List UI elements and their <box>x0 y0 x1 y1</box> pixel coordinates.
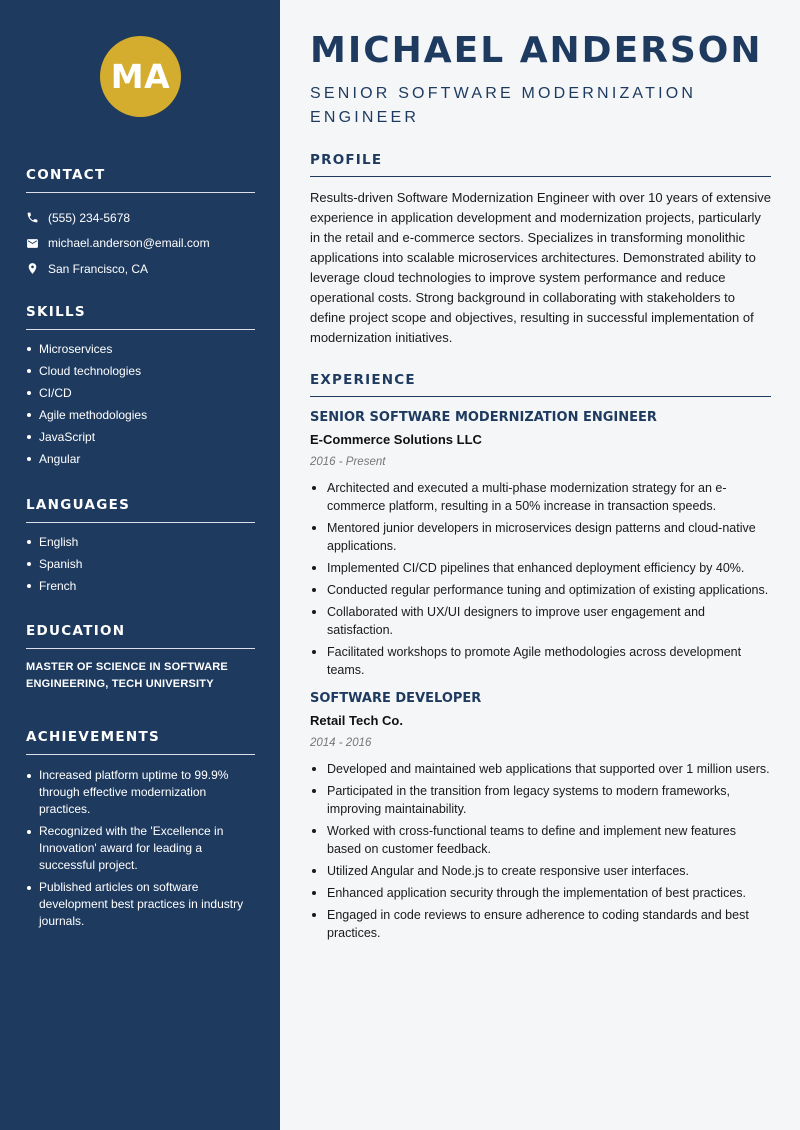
job-bullet: Utilized Angular and Node.js to create responsive user interfaces. <box>310 862 771 880</box>
phone-text: (555) 234-5678 <box>48 210 131 225</box>
avatar <box>100 36 181 117</box>
contact-heading: CONTACT <box>26 167 255 193</box>
languages-section <box>26 497 255 601</box>
sidebar <box>0 0 280 1130</box>
candidate-name: MICHAEL ANDERSON <box>310 30 763 71</box>
phone-icon <box>26 211 39 224</box>
job-bullet: Collaborated with UX/UI designers to improve user engagement and satisfaction. <box>310 603 771 639</box>
job-bullets <box>310 760 771 942</box>
email-text: michael.anderson@email.com <box>48 236 210 251</box>
experience-heading: EXPERIENCE <box>310 372 771 397</box>
language-item: English <box>26 535 255 549</box>
email-icon <box>26 237 39 250</box>
job-bullet: Facilitated workshops to promote Agile methodologies across development teams. <box>310 643 771 679</box>
job-bullet: Implemented CI/CD pipelines that enhanced deployment efficiency by 40%. <box>310 559 771 577</box>
job-entry <box>310 410 771 679</box>
skill-item: Cloud technologies <box>26 364 255 378</box>
job-bullet: Developed and maintained web applications that supported over 1 million users. <box>310 760 771 778</box>
job-bullet: Engaged in code reviews to ensure adherence to coding standards and best practices. <box>310 906 771 942</box>
job-bullet: Architected and executed a multi-phase modernization strategy for an e-commerce platform, resulting in a 50% increase in transaction speeds. <box>310 479 771 515</box>
contact-phone <box>26 205 255 231</box>
achievements-heading: ACHIEVEMENTS <box>26 729 255 755</box>
job-bullet: Conducted regular performance tuning and optimization of existing applications. <box>310 581 771 599</box>
job-title: SENIOR SOFTWARE MODERNIZATION ENGINEER <box>310 410 657 425</box>
job-entry <box>310 691 771 942</box>
skills-heading: SKILLS <box>26 304 255 330</box>
skills-list <box>26 342 255 466</box>
education-heading: EDUCATION <box>26 623 255 649</box>
experience-section <box>310 372 771 946</box>
languages-heading: LANGUAGES <box>26 497 255 523</box>
job-dates: 2016 - Present <box>310 456 386 468</box>
contact-section <box>26 167 255 282</box>
job-bullet: Enhanced application security through the implementation of best practices. <box>310 884 771 902</box>
skills-section <box>26 304 255 474</box>
contact-list <box>26 205 255 282</box>
skill-item: CI/CD <box>26 386 255 400</box>
job-title: SOFTWARE DEVELOPER <box>310 691 482 706</box>
achievement-item: Recognized with the 'Excellence in Innovation' award for leading a successful project. <box>26 823 255 874</box>
job-bullets <box>310 479 771 679</box>
achievement-item: Increased platform uptime to 99.9% through effective modernization practices. <box>26 767 255 818</box>
location-pin-icon <box>26 262 39 275</box>
education-section <box>26 623 255 693</box>
contact-email <box>26 231 255 257</box>
job-bullet: Worked with cross-functional teams to define and implement new features based on customer feedback. <box>310 822 771 858</box>
profile-heading: PROFILE <box>310 152 771 177</box>
languages-list <box>26 535 255 593</box>
language-item: Spanish <box>26 557 255 571</box>
job-bullet: Mentored junior developers in microservices design patterns and cloud-native applications. <box>310 519 771 555</box>
language-item: French <box>26 579 255 593</box>
candidate-role: SENIOR SOFTWARE MODERNIZATION ENGINEER <box>310 85 697 126</box>
skill-item: JavaScript <box>26 430 255 444</box>
achievements-section <box>26 729 255 935</box>
job-bullet: Participated in the transition from legacy systems to modern frameworks, improving maintainability. <box>310 782 771 818</box>
skill-item: Microservices <box>26 342 255 356</box>
job-company: E-Commerce Solutions LLC <box>310 432 482 447</box>
profile-section <box>310 152 771 348</box>
achievements-list <box>26 767 255 930</box>
job-dates: 2014 - 2016 <box>310 737 372 749</box>
skill-item: Angular <box>26 452 255 466</box>
profile-text: Results-driven Software Modernization Engineer with over 10 years of extensive experience in application development and modernization projects, particularly in the retail and e-commerce sectors. Specializes in transforming monolithic applications into scalable microservices architectures. Demonstrated ability to leverage cloud technologies to improve system performance and reduce operational costs. Strong background in collaborating with stakeholders to define project scope and objectives, resulting in successful implementation of modernization initiatives. <box>310 190 772 345</box>
achievement-item: Published articles on software development best practices in industry journals. <box>26 879 255 930</box>
job-company: Retail Tech Co. <box>310 713 403 728</box>
avatar-initials: MA <box>110 57 171 96</box>
education-degree: MASTER OF SCIENCE IN SOFTWARE ENGINEERING, TECH UNIVERSITY <box>26 661 228 690</box>
location-text: San Francisco, CA <box>48 261 149 276</box>
skill-item: Agile methodologies <box>26 408 255 422</box>
contact-location <box>26 256 255 282</box>
